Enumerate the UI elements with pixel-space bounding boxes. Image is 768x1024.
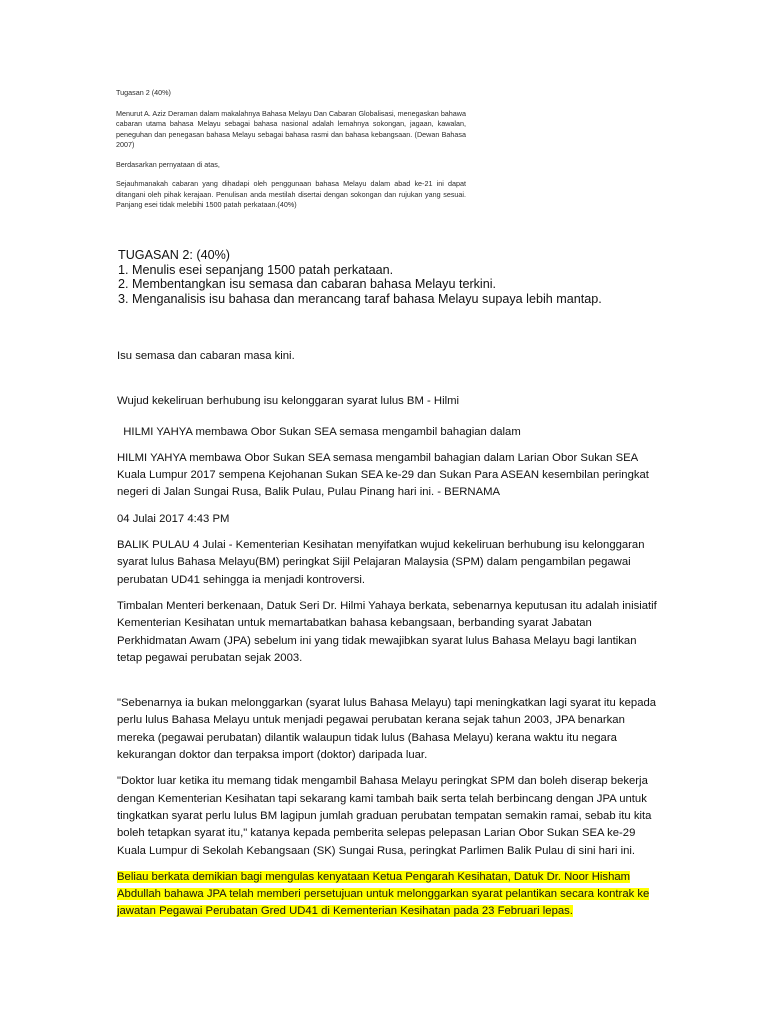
paragraph: Timbalan Menteri berkenaan, Datuk Seri Dr. Hilmi Yahaya berkata, sebenarnya keputusan itu adalah inisiatif Kementerian Kesihatan untuk memartabatkan bahasa kebangsaan, berbanding syarat Jabatan Perkhidmatan Awam (JPA) sebelum ini yang tidak mewajibkan syarat lulus Bahasa Melayu bagi lantikan tetap pegawai perubatan sejak 2003. [117, 599, 657, 664]
assignment-scan-image [116, 88, 466, 220]
paragraph: "Sebenarnya ia bukan melonggarkan (syarat lulus Bahasa Melayu) tapi meningkatkan lagi syarat itu kepada perlu lulus Bahasa Melayu untuk menjadi pegawai perubatan kerana sejak tahun 2003, JPA benarkan mereka (pegawai perubatan) dilantik walaupun tidak lulus (Bahasa Melayu) kerana waktu itu negara kekurangan doktor dan terpaksa import (doktor) daripada luar. [117, 697, 657, 762]
scan-quote: Menurut A. Aziz Deraman dalam makalahnya Bahasa Melayu Dan Cabaran Globalisasi, menegaskan bahawa cabaran utama bahasa Melayu sebagai bahasa nasional adalah lemahnya sokongan, jagaan, kawalan, peneguhan dan penegasan bahasa Melayu sebagai bahasa rasmi dan bahasa kebangsaan. (Dewan Bahasa 2007) [116, 108, 466, 149]
document-body [117, 348, 657, 921]
task-item: 1. Menulis esei sepanjang 1500 patah perkataan. [118, 262, 394, 277]
timestamp: 04 Julai 2017 4:43 PM [117, 512, 230, 525]
paragraph: "Doktor luar ketika itu memang tidak mengambil Bahasa Melayu peringkat SPM dan boleh diserap bekerja dengan Kementerian Kesihatan tapi sekarang kami tambah baik serta telah berbincang dengan JPA untuk tingkatkan syarat perlu lulus BM lagipun jumlah graduan perubatan tempatan semakin ramai, sebab itu kita boleh tetapkan syarat itu," katanya kepada pemberita selepas pelepasan Larian Obor Sukan SEA ke-29 Kuala Lumpur di Sekolah Kebangsaan (SK) Sungai Rusa, peringkat Parlimen Balik Pulau di sini hari ini. [117, 775, 652, 857]
paragraph: BALIK PULAU 4 Julai - Kementerian Kesihatan menyifatkan wujud kekeliruan berhubung isu kelonggaran syarat lulus Bahasa Melayu(BM) peringkat Sijil Pelajaran Malaysia (SPM) dalam pengambilan pegawai perubatan UD41 sehingga ia menjadi kontroversi. [117, 539, 645, 586]
article-title: Wujud kekeliruan berhubung isu kelonggaran syarat lulus BM - Hilmi [117, 395, 460, 408]
task-item: 3. Menganalisis isu bahasa dan merancang taraf bahasa Melayu supaya lebih mantap. [118, 291, 602, 306]
scan-title: Tugasan 2 (40%) [116, 88, 171, 97]
task-list-image [118, 248, 638, 306]
scan-question: Sejauhmanakah cabaran yang dihadapi oleh penggunaan bahasa Melayu dalam abad ke-21 ini dapat ditangani oleh pihak kerajaan. Penulisan anda mestilah disertai dengan sokongan dan rujukan yang sesuai. Panjang esei tidak melebihi 1500 patah perkataan.(40%) [116, 179, 466, 209]
task-heading: TUGASAN 2: (40%) [118, 248, 230, 262]
highlighted-text: Beliau berkata demikian bagi mengulas kenyataan Ketua Pengarah Kesihatan, Datuk Dr. Noor Hisham Abdullah bahawa JPA telah memberi persetujuan untuk melonggarkan syarat pelantikan secara kontrak ke jawatan Pegawai Perubatan Gred UD41 di Kementerian Kesihatan pada 23 Februari lepas. [117, 870, 650, 918]
scan-lead: Berdasarkan pernyataan di atas, [116, 159, 220, 169]
photo-caption: HILMI YAHYA membawa Obor Sukan SEA semasa mengambil bahagian dalam Larian Obor Sukan SEA Kuala Lumpur 2017 sempena Kejohanan Sukan SEA ke-29 dan Sukan Para ASEAN kesembilan peringkat negeri di Jalan Sungai Rusa, Balik Pulau, Pulau Pinang hari ini. - BERNAMA [117, 451, 649, 499]
section-title: Isu semasa dan cabaran masa kini. [117, 350, 295, 362]
photo-caption-short: HILMI YAHYA membawa Obor Sukan SEA semasa mengambil bahagian dalam [117, 425, 521, 438]
task-item: 2. Membentangkan isu semasa dan cabaran bahasa Melayu terkini. [118, 277, 497, 291]
highlighted-paragraph [117, 869, 657, 921]
